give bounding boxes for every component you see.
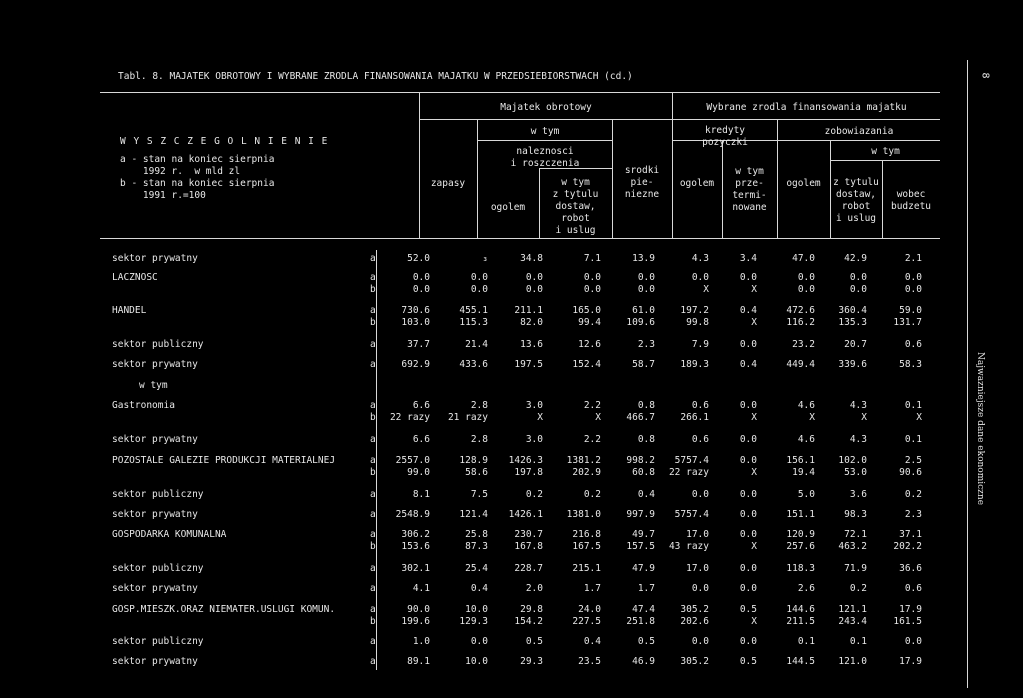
stub-header bbox=[120, 136, 328, 202]
table-cell: 197.2 bbox=[680, 305, 709, 316]
table-cell: 17.9 bbox=[899, 656, 922, 667]
table-cell: 0.0 bbox=[470, 272, 488, 283]
table-cell: 215.1 bbox=[572, 563, 601, 574]
row-ab-marker: a bbox=[370, 253, 376, 264]
stub-a: a - stan na koniec sierpnia bbox=[120, 154, 275, 165]
stub-b-unit: 1991 r.=100 bbox=[120, 190, 206, 201]
table-cell: 29.3 bbox=[520, 656, 543, 667]
table-cell: 0.0 bbox=[739, 434, 757, 445]
table-cell: 59.0 bbox=[899, 305, 922, 316]
row-label: POZOSTALE GALEZIE PRODUKCJI MATERIALNEJ bbox=[112, 455, 336, 466]
table-cell: 52.0 bbox=[407, 253, 430, 264]
table-cell: 4.6 bbox=[797, 434, 815, 445]
przeterminowane-header: w tym prze- termi- nowane bbox=[732, 166, 767, 213]
naleznosci-header: naleznosci i roszczenia bbox=[510, 146, 580, 169]
table-cell: 189.3 bbox=[680, 359, 709, 370]
row-ab-marker: a bbox=[370, 489, 376, 500]
table-cell: 2.6 bbox=[797, 583, 815, 594]
header-top-rule bbox=[100, 92, 940, 93]
table-cell: 0.2 bbox=[849, 583, 867, 594]
table-cell: 0.5 bbox=[739, 604, 757, 615]
table-cell: 36.6 bbox=[899, 563, 922, 574]
table-cell: 53.0 bbox=[844, 467, 867, 478]
table-cell: 0.2 bbox=[525, 489, 543, 500]
wobec-budzetu-header: wobec budzetu bbox=[890, 189, 932, 212]
row-ab-marker: b bbox=[370, 317, 376, 328]
table-cell: 10.0 bbox=[465, 604, 488, 615]
table-cell: 0.0 bbox=[470, 284, 488, 295]
row-label: GOSP.MIESZK.ORAZ NIEMATER.USLUGI KOMUN. bbox=[112, 604, 336, 615]
table-cell: 305.2 bbox=[680, 656, 709, 667]
table-cell: 47.0 bbox=[792, 253, 815, 264]
table-cell: 3.4 bbox=[739, 253, 757, 264]
table-cell: 0.6 bbox=[691, 400, 709, 411]
table-cell: 0.5 bbox=[525, 636, 543, 647]
table-cell: 118.3 bbox=[786, 563, 815, 574]
table-cell: 0.8 bbox=[637, 400, 655, 411]
row-ab-marker: a bbox=[370, 529, 376, 540]
row-ab-marker: a bbox=[370, 272, 376, 283]
table-cell: 0.0 bbox=[797, 272, 815, 283]
table-cell: 5757.4 bbox=[674, 455, 709, 466]
table-cell: 6.6 bbox=[412, 434, 430, 445]
row-label: GOSPODARKA KOMUNALNA bbox=[112, 529, 227, 540]
table-cell: 42.9 bbox=[844, 253, 867, 264]
table-cell: 0.0 bbox=[691, 272, 709, 283]
row-ab-marker: b bbox=[370, 616, 376, 627]
header-vline-1 bbox=[419, 93, 420, 238]
table-cell: X bbox=[809, 412, 815, 423]
table-cell: 10.0 bbox=[465, 656, 488, 667]
table-cell: 197.8 bbox=[514, 467, 543, 478]
table-cell: 43 razy bbox=[668, 541, 709, 552]
table-cell: 0.6 bbox=[904, 583, 922, 594]
table-cell: 71.9 bbox=[844, 563, 867, 574]
table-cell: 0.1 bbox=[797, 636, 815, 647]
table-cell: X bbox=[537, 412, 543, 423]
table-cell: 0.0 bbox=[739, 509, 757, 520]
row-label: LACZNOSC bbox=[112, 272, 158, 283]
table-cell: 2548.9 bbox=[395, 509, 430, 520]
table-cell: 266.1 bbox=[680, 412, 709, 423]
table-cell: 61.0 bbox=[632, 305, 655, 316]
table-cell: 23.5 bbox=[578, 656, 601, 667]
row-ab-marker: a bbox=[370, 339, 376, 350]
table-cell: 144.6 bbox=[786, 604, 815, 615]
table-cell: 0.0 bbox=[691, 489, 709, 500]
table-cell: 5757.4 bbox=[674, 509, 709, 520]
table-cell: 449.4 bbox=[786, 359, 815, 370]
table-cell: 22 razy bbox=[389, 412, 430, 423]
table-cell: 120.9 bbox=[786, 529, 815, 540]
table-cell: X bbox=[751, 284, 757, 295]
table-cell: 0.0 bbox=[691, 636, 709, 647]
table-cell: ₃ bbox=[482, 253, 488, 264]
table-cell: X bbox=[751, 541, 757, 552]
table-cell: 0.4 bbox=[470, 583, 488, 594]
table-cell: 90.6 bbox=[899, 467, 922, 478]
table-cell: 12.6 bbox=[578, 339, 601, 350]
table-cell: 0.1 bbox=[849, 636, 867, 647]
table-cell: 7.1 bbox=[583, 253, 601, 264]
table-cell: 1.7 bbox=[583, 583, 601, 594]
row-label: Gastronomia bbox=[112, 400, 175, 411]
table-cell: 144.5 bbox=[786, 656, 815, 667]
row-ab-marker: a bbox=[370, 434, 376, 445]
table-cell: 0.0 bbox=[739, 489, 757, 500]
row-label: w tym bbox=[139, 380, 168, 391]
table-cell: 2.2 bbox=[583, 400, 601, 411]
table-cell: 0.0 bbox=[470, 636, 488, 647]
side-caption: Najwazniejsze dane ekonomiczne bbox=[975, 352, 985, 506]
row-ab-marker: a bbox=[370, 563, 376, 574]
row-label: sektor prywatny bbox=[112, 434, 198, 445]
stub-a-unit: 1992 r. w mld zl bbox=[120, 166, 241, 177]
table-cell: 257.6 bbox=[786, 541, 815, 552]
table-cell: 0.1 bbox=[904, 434, 922, 445]
table-cell: 135.3 bbox=[838, 317, 867, 328]
table-cell: 131.7 bbox=[893, 317, 922, 328]
table-cell: 0.0 bbox=[904, 636, 922, 647]
table-cell: 167.5 bbox=[572, 541, 601, 552]
table-cell: 2.5 bbox=[904, 455, 922, 466]
table-cell: 47.4 bbox=[632, 604, 655, 615]
table-cell: 13.9 bbox=[632, 253, 655, 264]
group-zrodla: Wybrane zrodla finansowania majatku bbox=[706, 102, 907, 113]
table-cell: 4.1 bbox=[412, 583, 430, 594]
row-ab-marker: a bbox=[370, 359, 376, 370]
table-cell: 0.0 bbox=[412, 272, 430, 283]
row-label: sektor publiczny bbox=[112, 563, 204, 574]
table-cell: 0.8 bbox=[637, 434, 655, 445]
table-cell: 7.9 bbox=[691, 339, 709, 350]
table-cell: 116.2 bbox=[786, 317, 815, 328]
table-cell: 0.0 bbox=[583, 272, 601, 283]
table-cell: 4.3 bbox=[691, 253, 709, 264]
table-cell: 161.5 bbox=[893, 616, 922, 627]
table-cell: 463.2 bbox=[838, 541, 867, 552]
table-cell: 34.8 bbox=[520, 253, 543, 264]
table-cell: 24.0 bbox=[578, 604, 601, 615]
table-cell: 1381.2 bbox=[566, 455, 601, 466]
table-cell: 23.2 bbox=[792, 339, 815, 350]
header-mid-rule-1 bbox=[419, 119, 940, 120]
table-cell: 5.0 bbox=[797, 489, 815, 500]
table-cell: 129.3 bbox=[459, 616, 488, 627]
table-cell: 89.1 bbox=[407, 656, 430, 667]
table-cell: 0.0 bbox=[739, 583, 757, 594]
table-cell: 0.0 bbox=[583, 284, 601, 295]
table-cell: 1.7 bbox=[637, 583, 655, 594]
table-cell: 0.0 bbox=[637, 272, 655, 283]
table-cell: 167.8 bbox=[514, 541, 543, 552]
table-cell: 21 razy bbox=[447, 412, 488, 423]
row-ab-marker: a bbox=[370, 305, 376, 316]
kredyty-header: kredyty pozyczki bbox=[702, 125, 748, 148]
zapasy-header: zapasy bbox=[430, 178, 466, 189]
row-label: sektor publiczny bbox=[112, 636, 204, 647]
table-cell: 360.4 bbox=[838, 305, 867, 316]
row-label: sektor publiczny bbox=[112, 489, 204, 500]
table-cell: 0.6 bbox=[691, 434, 709, 445]
table-cell: 305.2 bbox=[680, 604, 709, 615]
table-cell: 25.8 bbox=[465, 529, 488, 540]
table-cell: 8.1 bbox=[412, 489, 430, 500]
row-label: sektor prywatny bbox=[112, 583, 198, 594]
table-cell: 306.2 bbox=[401, 529, 430, 540]
row-ab-marker: b bbox=[370, 467, 376, 478]
table-cell: 154.2 bbox=[514, 616, 543, 627]
table-cell: 211.1 bbox=[514, 305, 543, 316]
table-cell: 4.6 bbox=[797, 400, 815, 411]
table-cell: 13.6 bbox=[520, 339, 543, 350]
table-cell: 0.4 bbox=[583, 636, 601, 647]
z-tytulu-dostaw-header: w tym z tytulu dostaw, robot i uslug bbox=[552, 177, 599, 236]
table-cell: 692.9 bbox=[401, 359, 430, 370]
table-cell: 99.0 bbox=[407, 467, 430, 478]
table-cell: 165.0 bbox=[572, 305, 601, 316]
table-cell: 302.1 bbox=[401, 563, 430, 574]
table-cell: 2.3 bbox=[904, 509, 922, 520]
row-ab-marker: a bbox=[370, 656, 376, 667]
table-cell: 25.4 bbox=[465, 563, 488, 574]
table-cell: 0.0 bbox=[691, 583, 709, 594]
row-label: HANDEL bbox=[112, 305, 147, 316]
table-cell: 1.0 bbox=[412, 636, 430, 647]
table-cell: 17.0 bbox=[686, 529, 709, 540]
table-cell: 109.6 bbox=[626, 317, 655, 328]
table-cell: 472.6 bbox=[786, 305, 815, 316]
table-cell: 21.4 bbox=[465, 339, 488, 350]
row-label: sektor prywatny bbox=[112, 253, 198, 264]
row-label: sektor prywatny bbox=[112, 656, 198, 667]
table-cell: X bbox=[861, 412, 867, 423]
table-cell: 82.0 bbox=[520, 317, 543, 328]
header-vline-2 bbox=[477, 120, 478, 238]
table-cell: 121.0 bbox=[838, 656, 867, 667]
table-cell: 0.0 bbox=[412, 284, 430, 295]
table-cell: X bbox=[751, 616, 757, 627]
header-mid-rule-2 bbox=[477, 140, 612, 141]
table-cell: 98.3 bbox=[844, 509, 867, 520]
table-cell: 202.2 bbox=[893, 541, 922, 552]
table-cell: 243.4 bbox=[838, 616, 867, 627]
header-mid-rule-5 bbox=[830, 160, 940, 161]
table-cell: 251.8 bbox=[626, 616, 655, 627]
zobowiazania-header: zobowiazania bbox=[824, 126, 894, 137]
table-cell: 0.0 bbox=[739, 636, 757, 647]
table-cell: 998.2 bbox=[626, 455, 655, 466]
table-cell: 20.7 bbox=[844, 339, 867, 350]
row-ab-marker: a bbox=[370, 455, 376, 466]
ogolem-naleznosci-header: ogolem bbox=[490, 202, 526, 213]
table-cell: 199.6 bbox=[401, 616, 430, 627]
table-cell: 17.9 bbox=[899, 604, 922, 615]
table-cell: 2557.0 bbox=[395, 455, 430, 466]
table-cell: 7.5 bbox=[470, 489, 488, 500]
ogolem-zobowiazania-header: ogolem bbox=[786, 178, 821, 189]
table-cell: 152.4 bbox=[572, 359, 601, 370]
table-cell: 0.2 bbox=[904, 489, 922, 500]
table-cell: 0.0 bbox=[637, 284, 655, 295]
table-cell: 0.4 bbox=[637, 489, 655, 500]
header-bottom-rule bbox=[100, 238, 940, 239]
table-cell: 202.9 bbox=[572, 467, 601, 478]
table-cell: 4.3 bbox=[849, 400, 867, 411]
table-cell: 0.1 bbox=[904, 400, 922, 411]
page-number: 8 bbox=[979, 72, 991, 79]
table-cell: X bbox=[751, 412, 757, 423]
row-label: sektor prywatny bbox=[112, 509, 198, 520]
row-ab-marker: b bbox=[370, 541, 376, 552]
table-cell: 1426.3 bbox=[508, 455, 543, 466]
table-cell: 0.4 bbox=[739, 359, 757, 370]
table-cell: 0.0 bbox=[525, 272, 543, 283]
table-cell: 997.9 bbox=[626, 509, 655, 520]
table-cell: 216.8 bbox=[572, 529, 601, 540]
row-ab-marker: a bbox=[370, 400, 376, 411]
table-cell: 0.0 bbox=[797, 284, 815, 295]
table-cell: 230.7 bbox=[514, 529, 543, 540]
table-cell: 156.1 bbox=[786, 455, 815, 466]
table-cell: 3.6 bbox=[849, 489, 867, 500]
table-cell: 730.6 bbox=[401, 305, 430, 316]
table-cell: 3.0 bbox=[525, 434, 543, 445]
table-cell: 60.8 bbox=[632, 467, 655, 478]
group-majatek: Majatek obrotowy bbox=[500, 102, 592, 113]
table-cell: 151.1 bbox=[786, 509, 815, 520]
row-ab-marker: a bbox=[370, 636, 376, 647]
table-cell: 2.3 bbox=[637, 339, 655, 350]
table-cell: 58.6 bbox=[465, 467, 488, 478]
table-cell: 0.0 bbox=[739, 339, 757, 350]
table-cell: X bbox=[703, 284, 709, 295]
table-cell: 29.8 bbox=[520, 604, 543, 615]
table-cell: 72.1 bbox=[844, 529, 867, 540]
table-cell: 17.0 bbox=[686, 563, 709, 574]
table-cell: 115.3 bbox=[459, 317, 488, 328]
table-cell: 157.5 bbox=[626, 541, 655, 552]
table-cell: 0.6 bbox=[904, 339, 922, 350]
w-tym-zobowiazania: w tym bbox=[871, 146, 900, 157]
table-cell: 1381.0 bbox=[566, 509, 601, 520]
table-cell: 121.1 bbox=[838, 604, 867, 615]
header-vline-5 bbox=[672, 93, 673, 238]
ogolem-kredyty-header: ogolem bbox=[679, 178, 715, 189]
table-cell: 2.8 bbox=[470, 434, 488, 445]
table-cell: 339.6 bbox=[838, 359, 867, 370]
table-cell: 90.0 bbox=[407, 604, 430, 615]
row-label: sektor prywatny bbox=[112, 359, 198, 370]
table-cell: 37.1 bbox=[899, 529, 922, 540]
table-cell: 0.0 bbox=[739, 563, 757, 574]
table-cell: 47.9 bbox=[632, 563, 655, 574]
table-cell: 2.0 bbox=[525, 583, 543, 594]
table-cell: 49.7 bbox=[632, 529, 655, 540]
z-tytulu-uslug-header: z tytulu dostaw, robot i uslug bbox=[833, 177, 879, 224]
row-ab-marker: a bbox=[370, 583, 376, 594]
table-cell: 4.3 bbox=[849, 434, 867, 445]
table-cell: 228.7 bbox=[514, 563, 543, 574]
table-cell: 455.1 bbox=[459, 305, 488, 316]
table-cell: 0.0 bbox=[739, 529, 757, 540]
table-cell: 466.7 bbox=[626, 412, 655, 423]
row-ab-marker: a bbox=[370, 604, 376, 615]
row-label: sektor publiczny bbox=[112, 339, 204, 350]
table-cell: 58.3 bbox=[899, 359, 922, 370]
right-margin-line bbox=[967, 60, 968, 688]
table-cell: 46.9 bbox=[632, 656, 655, 667]
table-cell: 0.5 bbox=[739, 656, 757, 667]
table-cell: 0.4 bbox=[739, 305, 757, 316]
table-cell: 202.6 bbox=[680, 616, 709, 627]
stub-b: b - stan na koniec sierpnia bbox=[120, 178, 275, 189]
table-cell: 19.4 bbox=[792, 467, 815, 478]
table-cell: 3.0 bbox=[525, 400, 543, 411]
table-cell: 211.5 bbox=[786, 616, 815, 627]
table-cell: X bbox=[916, 412, 922, 423]
table-cell: 58.7 bbox=[632, 359, 655, 370]
row-ab-marker: b bbox=[370, 412, 376, 423]
srodki-pieniezne-header: srodki pie- niezne bbox=[624, 165, 660, 200]
table-cell: X bbox=[595, 412, 601, 423]
table-cell: 0.0 bbox=[739, 272, 757, 283]
table-cell: 87.3 bbox=[465, 541, 488, 552]
table-cell: 121.4 bbox=[459, 509, 488, 520]
table-cell: 37.7 bbox=[407, 339, 430, 350]
table-cell: 0.5 bbox=[637, 636, 655, 647]
table-cell: 2.1 bbox=[904, 253, 922, 264]
row-ab-marker: b bbox=[370, 284, 376, 295]
table-cell: 153.6 bbox=[401, 541, 430, 552]
table-cell: 2.8 bbox=[470, 400, 488, 411]
table-cell: 99.8 bbox=[686, 317, 709, 328]
table-cell: 227.5 bbox=[572, 616, 601, 627]
table-cell: 0.0 bbox=[904, 284, 922, 295]
table-cell: 6.6 bbox=[412, 400, 430, 411]
table-cell: 0.0 bbox=[525, 284, 543, 295]
table-title: Tabl. 8. MAJATEK OBROTOWY I WYBRANE ZRODLA FINANSOWANIA MAJATKU W PRZEDSIEBIORSTWACH (cd.) bbox=[118, 71, 633, 82]
table-cell: 102.0 bbox=[838, 455, 867, 466]
row-ab-marker: a bbox=[370, 509, 376, 520]
table-cell: 0.0 bbox=[904, 272, 922, 283]
table-cell: 22 razy bbox=[668, 467, 709, 478]
table-cell: 433.6 bbox=[459, 359, 488, 370]
table-cell: 0.0 bbox=[739, 400, 757, 411]
table-cell: 0.2 bbox=[583, 489, 601, 500]
table-cell: X bbox=[751, 317, 757, 328]
table-cell: 197.5 bbox=[514, 359, 543, 370]
table-cell: 0.0 bbox=[849, 272, 867, 283]
table-cell: 128.9 bbox=[459, 455, 488, 466]
table-cell: 1426.1 bbox=[508, 509, 543, 520]
stub-title: W Y S Z C Z E G O L N I E N I E bbox=[120, 136, 329, 147]
w-tym-majatek: w tym bbox=[530, 126, 560, 137]
table-cell: X bbox=[751, 467, 757, 478]
table-cell: 0.0 bbox=[739, 455, 757, 466]
table-cell: 2.2 bbox=[583, 434, 601, 445]
table-cell: 103.0 bbox=[401, 317, 430, 328]
table-cell: 99.4 bbox=[578, 317, 601, 328]
table-cell: 0.0 bbox=[849, 284, 867, 295]
